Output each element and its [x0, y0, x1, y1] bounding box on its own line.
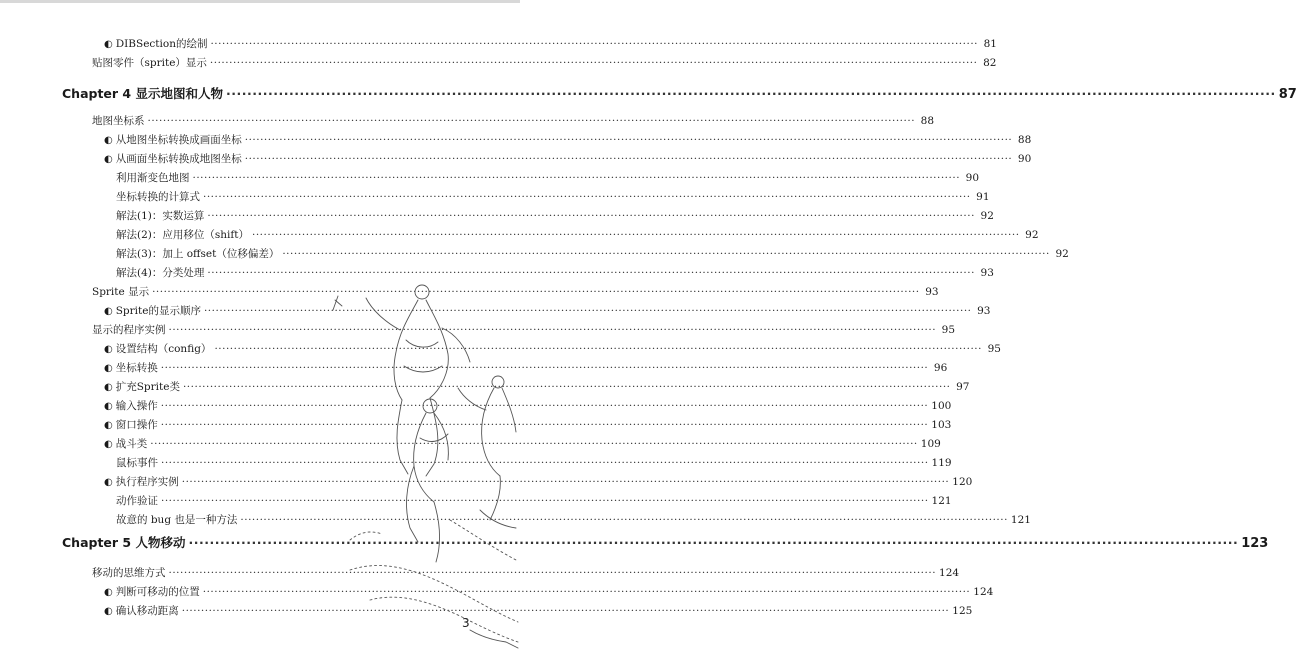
toc-entry-page: 82 — [983, 57, 997, 69]
toc-entry-page: 93 — [980, 267, 994, 279]
toc-entry-label: 执行程序实例 — [115, 476, 179, 488]
toc-entry[interactable] — [104, 417, 952, 432]
toc-entry-label: 设置结构（config） — [115, 343, 212, 355]
toc-entry-page: 97 — [956, 381, 970, 393]
toc-entry[interactable] — [116, 265, 994, 280]
toc-entry-label: 移动的思维方式 — [92, 567, 166, 579]
dot-leader: ········································································································································································································ — [161, 457, 929, 469]
toc-entry-label: 坐标转换 — [115, 362, 158, 374]
toc-entry[interactable] — [116, 227, 1039, 242]
dot-leader: ········································································································································································································ — [181, 476, 950, 488]
dot-leader: ········································································································································································································ — [207, 210, 975, 222]
dot-leader: ········································································································································································································ — [150, 438, 918, 450]
toc-entry-label: 解法(2)：应用移位（shift） — [116, 229, 249, 241]
dot-leader: ········································································································································································································ — [160, 419, 929, 431]
toc-entry[interactable] — [116, 455, 952, 470]
toc-entry-label: 战斗类 — [115, 438, 148, 450]
toc-entry-page: 90 — [1017, 153, 1032, 165]
toc-entry-label: 故意的 bug 也是一种方法 — [116, 514, 238, 526]
toc-entry-page: 124 — [939, 567, 960, 579]
dot-leader: ········································································································································································································ — [182, 381, 951, 393]
bullet-icon: ◐ — [104, 420, 113, 431]
toc-entry[interactable] — [104, 436, 941, 451]
dot-leader: ········································································································································································································ — [203, 191, 971, 203]
toc-entry[interactable] — [104, 360, 948, 375]
toc-entry-label: Chapter 4 显示地图和人物 — [62, 86, 223, 101]
toc-entry-label: 输入操作 — [115, 400, 158, 412]
chapter-entry[interactable] — [62, 533, 1269, 551]
toc-entry-page: 103 — [931, 419, 952, 431]
toc-entry[interactable] — [104, 379, 970, 394]
bullet-icon: ◐ — [104, 401, 113, 412]
dot-leader: ········································································································································································································ — [252, 229, 1020, 241]
chapter-entry[interactable] — [62, 84, 1297, 102]
toc-entry-page: 121 — [931, 495, 952, 507]
toc-entry-label: 解法(4)：分类处理 — [116, 267, 205, 279]
toc-entry-label: 贴图零件（sprite）显示 — [92, 57, 207, 69]
dot-leader: ········································································································································································································ — [192, 172, 961, 184]
toc-entry-page: 93 — [925, 286, 939, 298]
toc-entry[interactable] — [116, 189, 990, 204]
bullet-icon: ◐ — [104, 477, 113, 488]
dot-leader: ········································································································································································································ — [225, 86, 1276, 101]
dot-leader: ········································································································································································································ — [282, 248, 1050, 260]
dot-leader: ········································································································································································································ — [161, 495, 929, 507]
dot-leader: ········································································································································································································ — [160, 400, 929, 412]
toc-entry[interactable] — [104, 398, 952, 413]
toc-entry-page: 92 — [1025, 229, 1039, 241]
bullet-icon: ◐ — [104, 587, 113, 598]
toc-entry[interactable] — [116, 208, 994, 223]
toc-entry-page: 119 — [931, 457, 952, 469]
dot-leader: ········································································································································································································ — [147, 115, 916, 127]
dot-leader: ········································································································································································································ — [160, 362, 929, 374]
toc-entry-page: 81 — [983, 38, 997, 50]
toc-entry-label: 地图坐标系 — [92, 115, 145, 127]
toc-entry[interactable] — [104, 36, 997, 51]
toc-entry-label: 动作验证 — [116, 495, 158, 507]
dot-leader: ········································································································································································································ — [202, 586, 971, 598]
toc-entry-page: 96 — [933, 362, 948, 374]
dot-leader: ········································································································································································································ — [181, 605, 950, 617]
dot-leader: ········································································································································································································ — [244, 153, 1013, 165]
toc-entry-label: 鼠标事件 — [116, 457, 158, 469]
dot-leader: ········································································································································································································ — [207, 267, 975, 279]
dot-leader: ········································································································································································································ — [168, 324, 937, 336]
toc-entry[interactable] — [92, 113, 935, 128]
toc-entry-page: 95 — [987, 343, 1001, 355]
toc-entry-page: 92 — [980, 210, 994, 222]
toc-entry-page: 125 — [952, 605, 973, 617]
toc-entry[interactable] — [92, 565, 960, 580]
toc-entry[interactable] — [104, 303, 991, 318]
toc-entry[interactable] — [104, 132, 1032, 147]
toc-entry-label: 利用渐变色地图 — [116, 172, 190, 184]
bullet-icon: ◐ — [104, 154, 113, 165]
dot-leader: ········································································································································································································ — [214, 343, 982, 355]
toc-entry-page: 124 — [973, 586, 994, 598]
toc-entry[interactable] — [116, 512, 1031, 527]
toc-entry-label: 显示的程序实例 — [92, 324, 166, 336]
bullet-icon: ◐ — [104, 135, 113, 146]
dot-leader: ········································································································································································································ — [168, 567, 937, 579]
toc-entry-label: 解法(3)：加上 offset（位移偏差） — [116, 248, 280, 260]
toc-entry-page: 88 — [1017, 134, 1032, 146]
toc-entry-label: 解法(1)：实数运算 — [116, 210, 205, 222]
toc-entry[interactable] — [92, 55, 997, 70]
toc-entry-page: 87 — [1278, 87, 1297, 102]
toc-entry-label: 确认移动距离 — [115, 605, 179, 617]
dot-leader: ········································································································································································································ — [209, 57, 978, 69]
toc-entry[interactable] — [104, 151, 1032, 166]
toc-entry-page: 92 — [1055, 248, 1069, 260]
toc-entry[interactable] — [104, 603, 973, 618]
bullet-icon: ◐ — [104, 306, 113, 317]
toc-entry[interactable] — [116, 170, 980, 185]
toc-entry-page: 91 — [976, 191, 990, 203]
toc-entry-page: 121 — [1010, 514, 1031, 526]
toc-entry-page: 120 — [952, 476, 973, 488]
toc-entry-label: 从画面坐标转换成地图坐标 — [115, 153, 242, 165]
toc-entry-label: 扩充Sprite类 — [115, 381, 180, 393]
toc-entry-label: Sprite的显示顺序 — [115, 305, 201, 317]
toc-entry[interactable] — [104, 474, 973, 489]
toc-entry-page: 109 — [920, 438, 941, 450]
dot-leader: ········································································································································································································ — [188, 535, 1239, 550]
toc-entry[interactable] — [116, 246, 1069, 261]
dot-leader: ········································································································································································································ — [240, 514, 1008, 526]
toc-entry-label: 从地图坐标转换成画面坐标 — [115, 134, 242, 146]
toc-entry[interactable] — [104, 584, 994, 599]
toc-entry-label: 窗口操作 — [115, 419, 158, 431]
toc-entry-label: 坐标转换的计算式 — [116, 191, 200, 203]
toc-entry-page: 88 — [920, 115, 935, 127]
toc-entry[interactable] — [104, 341, 1001, 356]
bullet-icon: ◐ — [104, 39, 113, 50]
toc-entry-page: 95 — [941, 324, 956, 336]
bullet-icon: ◐ — [104, 344, 113, 355]
dot-leader: ········································································································································································································ — [244, 134, 1013, 146]
toc-entry-page: 90 — [965, 172, 980, 184]
toc-entry-page: 123 — [1241, 536, 1269, 551]
dot-leader: ········································································································································································································ — [210, 38, 978, 50]
toc-entry[interactable] — [116, 493, 952, 508]
toc-entry-label: DIBSection的绘制 — [115, 38, 208, 50]
toc-entry-label: 判断可移动的位置 — [115, 586, 200, 598]
toc-entry-page: 100 — [931, 400, 952, 412]
toc-entry-page: 93 — [977, 305, 991, 317]
bullet-icon: ◐ — [104, 439, 113, 450]
bullet-icon: ◐ — [104, 606, 113, 617]
toc-entry-label: Chapter 5 人物移动 — [62, 535, 186, 550]
toc-entry[interactable] — [92, 284, 939, 299]
dot-leader: ········································································································································································································ — [203, 305, 972, 317]
dot-leader: ········································································································································································································ — [152, 286, 920, 298]
page-number: 3 — [462, 616, 470, 630]
bullet-icon: ◐ — [104, 363, 113, 374]
toc-entry-label: Sprite 显示 — [92, 286, 150, 298]
toc-entry[interactable] — [92, 322, 956, 337]
bullet-icon: ◐ — [104, 382, 113, 393]
